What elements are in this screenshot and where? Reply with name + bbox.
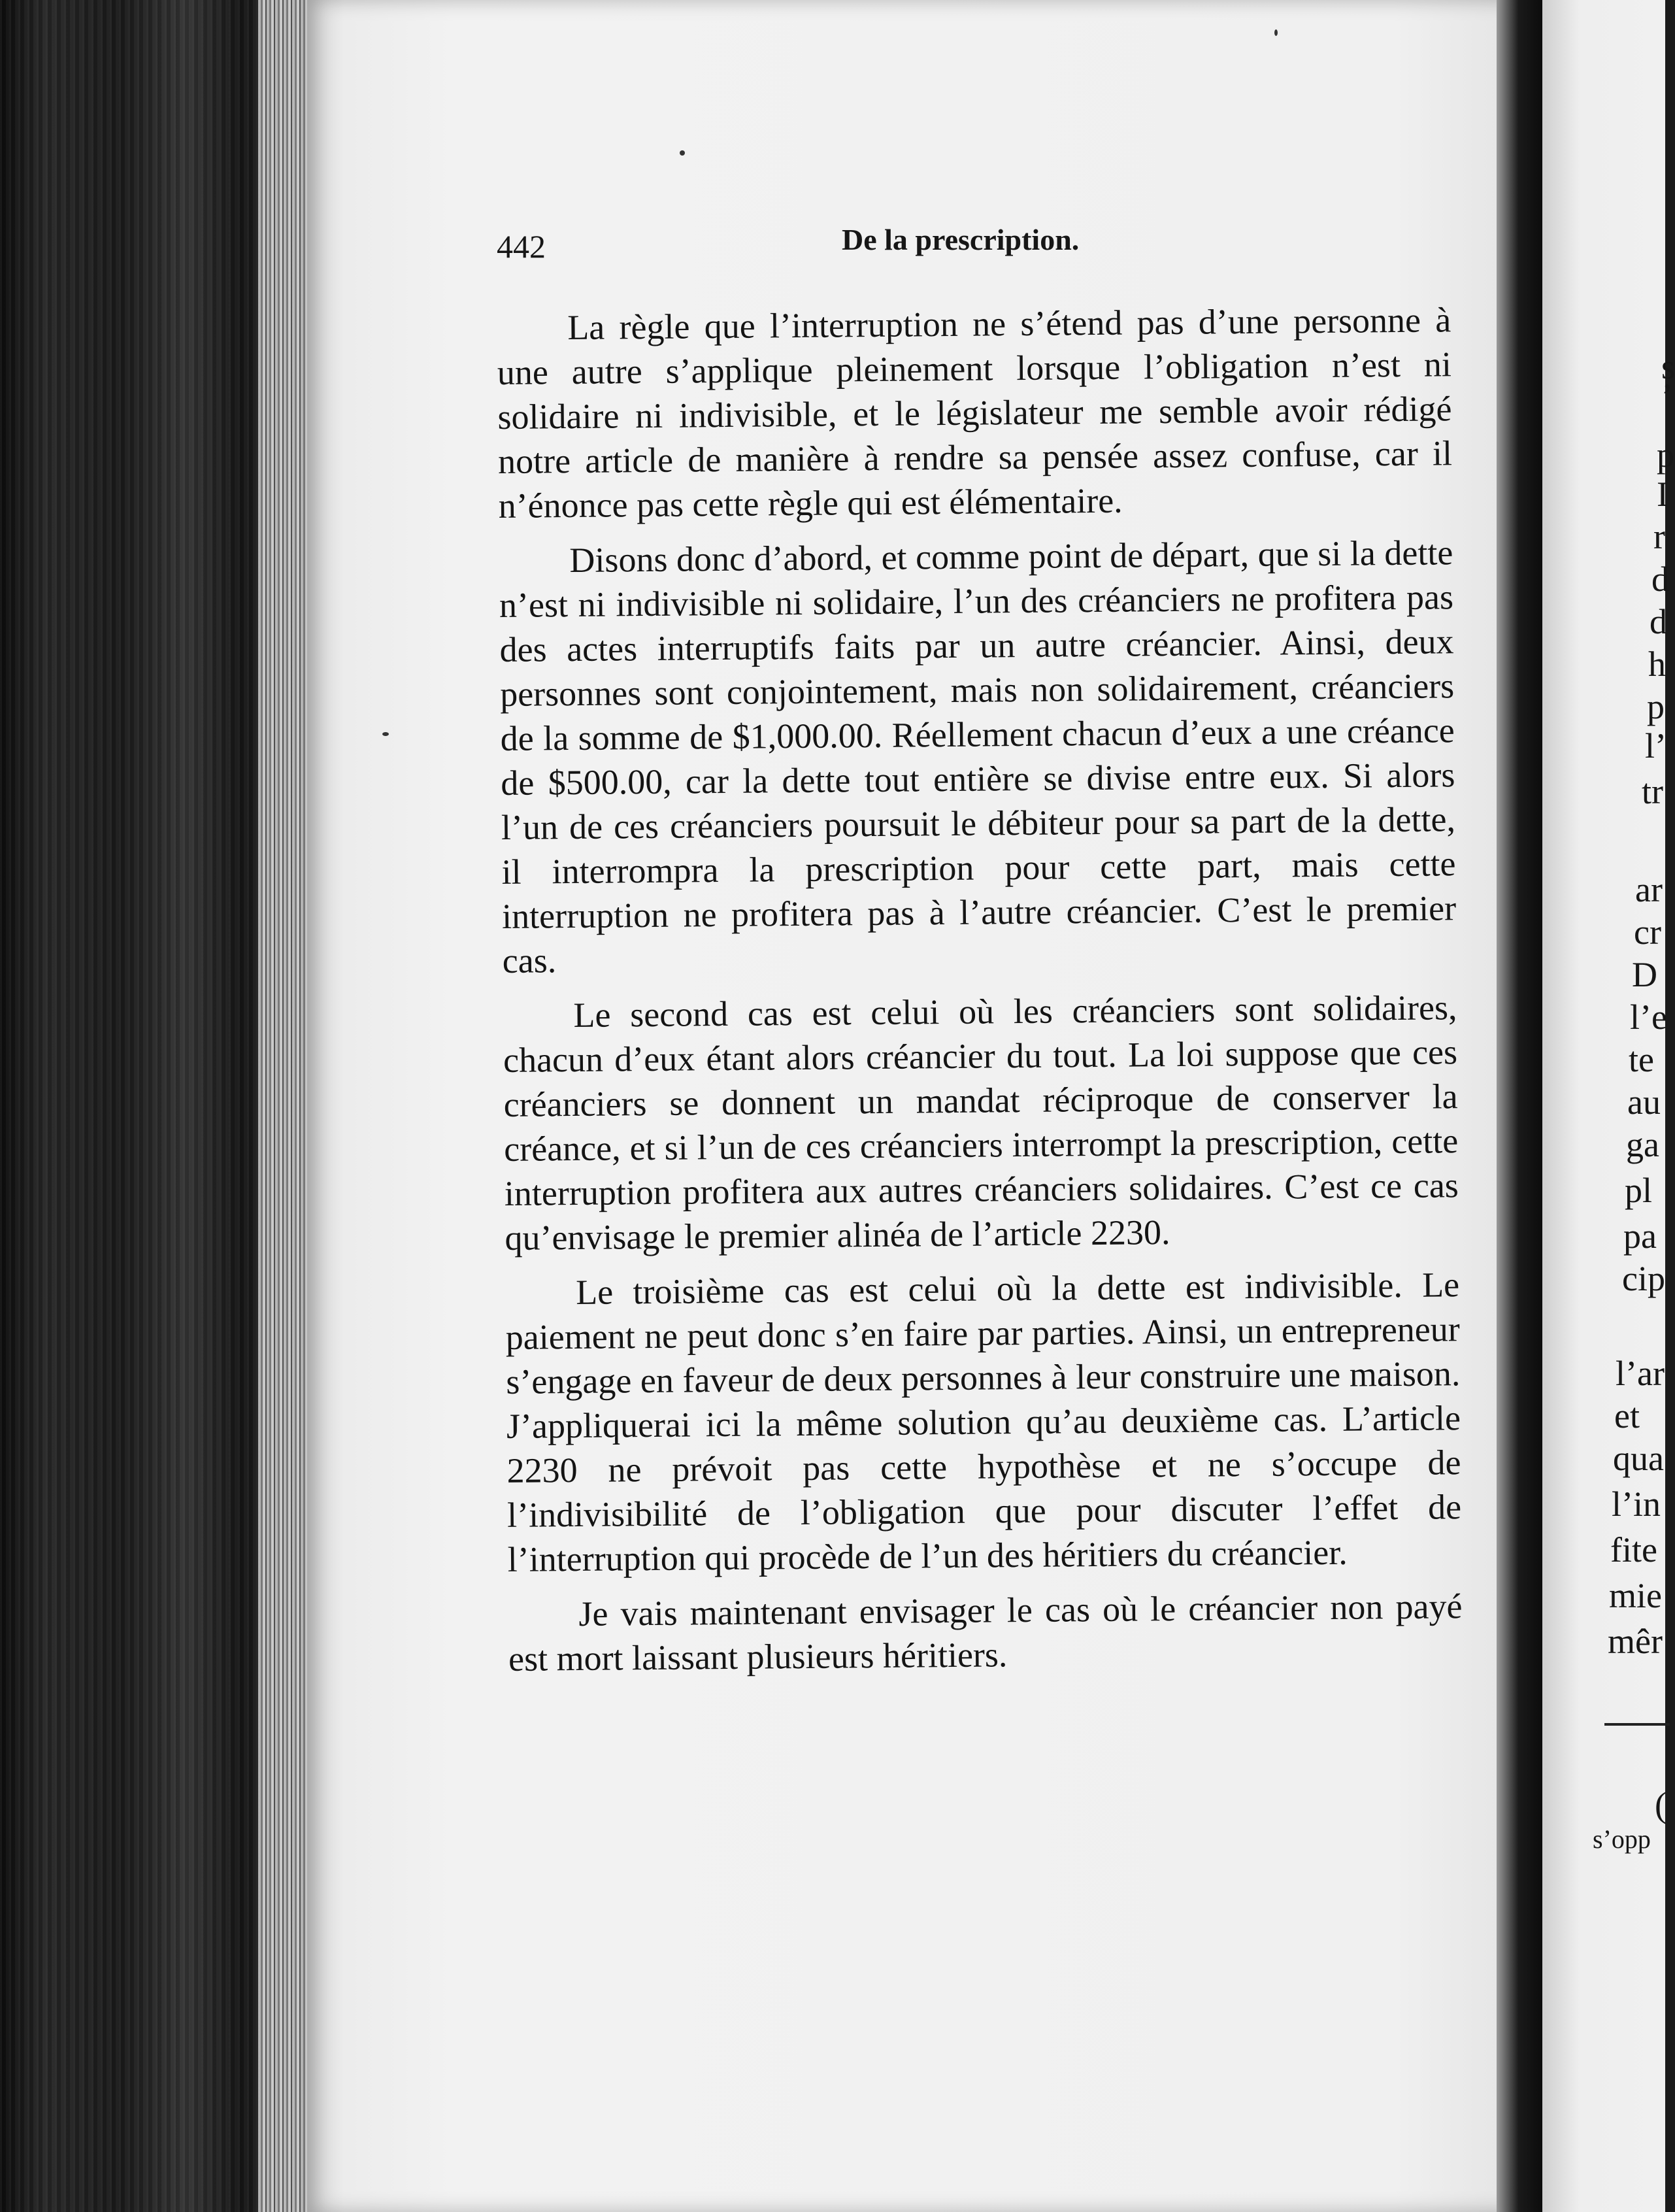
facing-page-fragment: D: [1632, 955, 1657, 994]
facing-page-fragment: d: [1650, 602, 1667, 641]
facing-page-fragment: (: [1655, 1785, 1667, 1824]
facing-page-fragment: et: [1614, 1396, 1640, 1435]
facing-page-fragment: l’e: [1630, 997, 1667, 1037]
paragraph: Le troisième cas est celui où la dette est indivisible. Le paiement ne peut donc s’en faire par parties. Ainsi, un entrepreneur s’engage en faveur de deux personnes à leur construire une maison. J’appliquerai ici la même solution qu’au deuxième cas. L’article 2230 ne prévoit pas cette hypothèse et ne s’occupe de l’indivisibilité de l’obligation que pour discuter l’effet de l’interruption qui procède de l’un des héritiers du créancier.: [505, 1265, 1462, 1579]
page-number: 442: [497, 228, 546, 265]
paragraph: Je vais maintenant envisager le cas où le créancier non payé est mort laissant plusieurs héritiers.: [508, 1586, 1463, 1679]
facing-page-fragment: ar: [1635, 870, 1663, 909]
facing-page-text: [1550, 0, 1675, 2212]
facing-page-fragment: l’: [1645, 726, 1667, 765]
facing-page-fragment: cip: [1622, 1259, 1665, 1298]
facing-page-fragment: I: [1657, 475, 1668, 514]
paragraph: Disons donc d’abord, et comme point de départ, que si la dette n’est ni indivisible ni solidaire, l’un des créanciers ne profitera pas des actes interruptifs faits par un autre créancier. Ainsi, deux personnes sont conjointement, mais non solidairement, créanciers de la somme de $1,000.00. Réellement chacun d’eux a une créance de $500.00, car la dette tout entière se divise entre eux. Si alors l’un de ces créanciers poursuit le débiteur pour sa part de la dette, il interrompra la prescription pour cette part, mais cette interruption ne profitera pas à l’autre créancier. C’est le premier cas.: [499, 533, 1457, 980]
facing-page-fragment: te: [1629, 1040, 1654, 1079]
facing-page-fragment: cr: [1634, 913, 1661, 952]
facing-page-fragment: ’: [1661, 377, 1673, 416]
facing-page-fragment: l’ar: [1616, 1354, 1665, 1393]
facing-page-fragment: pa: [1623, 1216, 1657, 1256]
book-gutter: [1497, 0, 1546, 2212]
book-binding: [0, 0, 301, 2212]
facing-page-fragment: pl: [1625, 1171, 1653, 1210]
facing-page-fragment: mêr: [1608, 1622, 1663, 1661]
paragraph: Le second cas est celui où les créanciers sont solidaires, chacun d’eux étant alors créancier du tout. La loi suppose que ces créanciers se donnent un mandat réciproque de conserver la créance, et si l’un de ces créanciers interrompt la prescription, cette interruption profitera aux autres créanciers solidaires. C’est ce cas qu’envisage le premier alinéa de l’article 2230.: [503, 988, 1459, 1258]
facing-page-fragment: p: [1657, 435, 1674, 475]
scan-speck: [1274, 29, 1278, 36]
facing-page-fragment: qua: [1613, 1439, 1664, 1478]
facing-page-fragment: tr: [1642, 772, 1663, 811]
facing-page-fragment: s’opp: [1593, 1824, 1651, 1854]
facing-page-fragment: h: [1648, 645, 1666, 684]
facing-page-fragment: ga: [1626, 1125, 1659, 1164]
facing-page-fragment: fite: [1610, 1530, 1657, 1569]
facing-page-fragment: mie: [1609, 1576, 1662, 1615]
scan-speck: [680, 150, 685, 156]
facing-page-fragment: d: [1651, 560, 1669, 599]
scan-speck: [382, 732, 389, 736]
facing-page-fragment: s: [1661, 347, 1675, 386]
facing-page-fragment: l’in: [1612, 1484, 1661, 1524]
facing-page-fragment: p: [1647, 687, 1665, 726]
footnote-rule: [1604, 1723, 1670, 1726]
facing-page-fragment: au: [1627, 1082, 1661, 1122]
page-header: [497, 222, 1451, 268]
running-head: De la prescription.: [842, 223, 1080, 256]
page-body: [497, 297, 1463, 1692]
facing-page-fragment: r: [1653, 517, 1665, 556]
paragraph: La règle que l’interruption ne s’étend pas d’une personne à une autre s’applique pleinement lorsque l’obligation n’est ni solidaire ni indivisible, et le législateur me semble avoir rédigé notre article de manière à rendre sa pensée assez confuse, car il n’énonce pas cette règle qui est élémentaire.: [497, 300, 1453, 526]
